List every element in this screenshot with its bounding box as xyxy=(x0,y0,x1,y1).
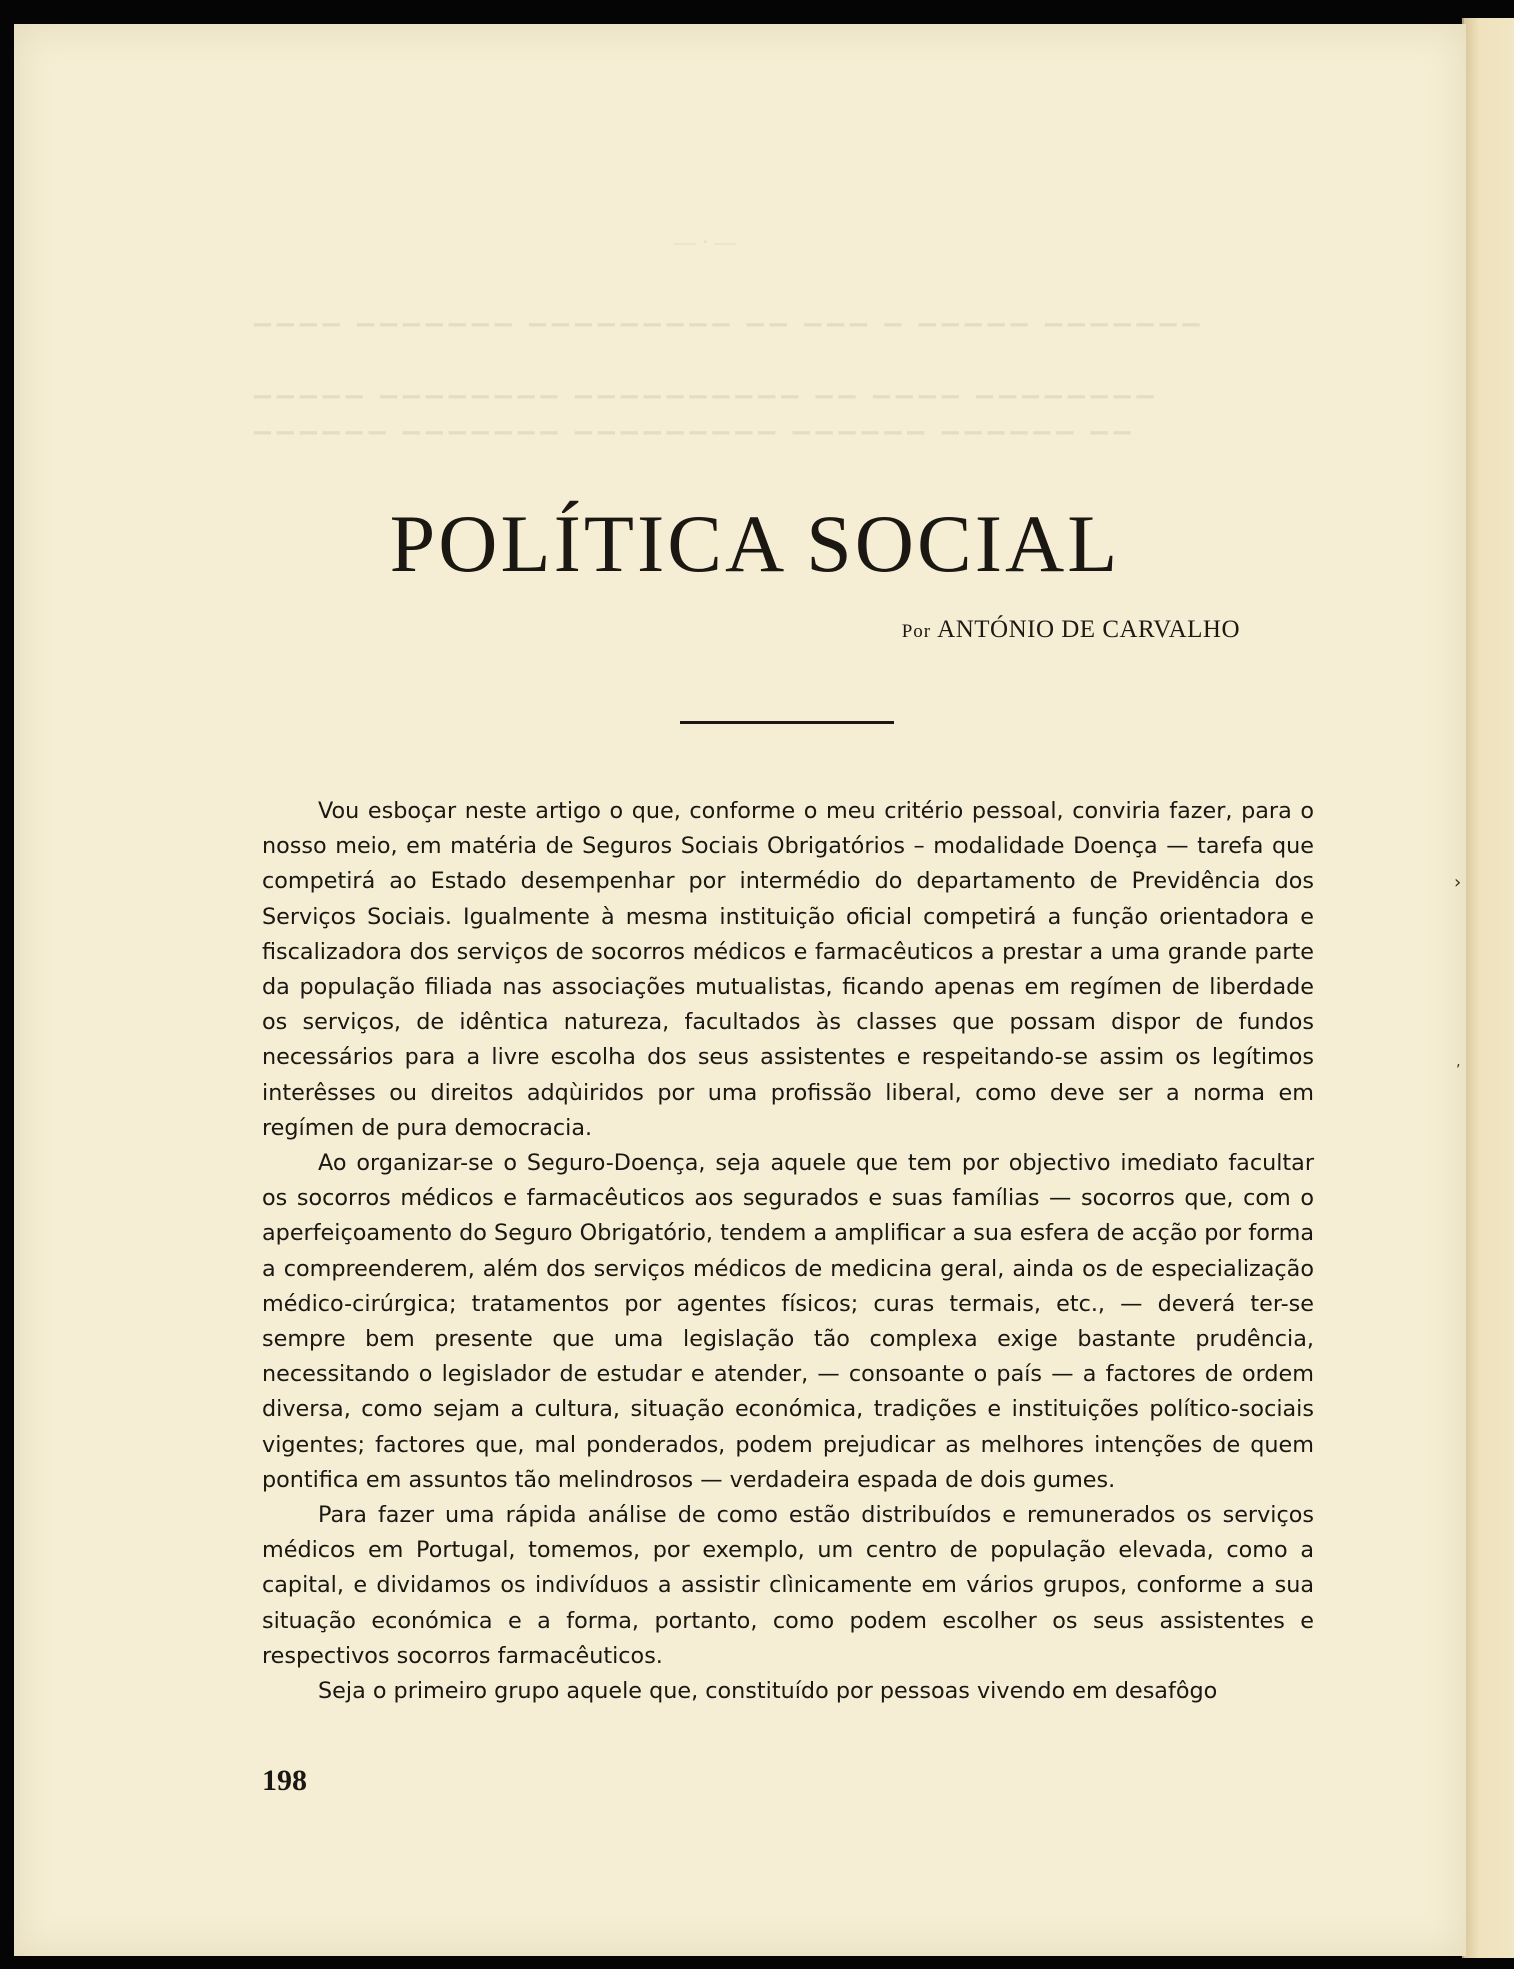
bleed-through-text: — · — ▁▁▁▁ ▁▁▁▁▁▁▁ ▁▁▁▁▁▁▁▁▁ ▁▁ ▁▁▁ ▁ ▁▁▁▁▁ ▁▁▁▁▁▁▁ ▁▁▁▁▁ ▁▁▁▁▁▁▁▁ ▁▁▁▁▁▁▁▁▁▁ ▁▁ ▁▁▁▁ ▁▁▁▁▁▁▁▁ ▁▁▁▁▁▁ ▁▁▁▁▁▁▁ ▁▁▁▁▁▁▁▁▁ ▁▁▁▁▁▁ ▁▁▁▁▁▁ ▁▁ xyxy=(254,229,1206,434)
byline xyxy=(902,616,1240,644)
title-divider xyxy=(680,721,894,724)
paragraph: Para fazer uma rápida análise de como estão distribuídos e remunerados os serviços médicos em Portugal, tomemos, por exemplo, um centro de população elevada, como a capital, e dividamos os indivíduos a assistir clìnicamente em vários grupos, conforme a sua situação económica e a forma, portanto, como podem escolher os seus assistentes e respectivos socorros farmacêuticos. xyxy=(262,1502,1314,1669)
paragraph: Ao organizar-se o Seguro-Doença, seja aquele que tem por objectivo imediato facultar os socorros médicos e farmacêuticos aos segurados e suas famílias — socorros que, com o aperfeiçoamento do Seguro Obrigatório, tendem a amplificar a sua esfera de acção por forma a compreenderem, além dos serviços médicos de medicina geral, ainda os de especialização médico-cirúrgica; tratamentos por agentes físicos; curas termais, etc., — deverá ter-se sempre bem presente que uma legislação tão complexa exige bastante prudência, necessitando o legislador de estudar e atender, — consoante o país — a factores de ordem diversa, como sejam a cultura, situação económica, tradições e instituições político-sociais vigentes; factores que, mal ponderados, podem prejudicar as melhores intenções de quem pontifica em assuntos tão melindrosos — verdadeira espada de dois gumes. xyxy=(262,1150,1314,1493)
margin-mark: › xyxy=(1454,872,1462,893)
byline-prefix: Por xyxy=(901,621,932,642)
article-body xyxy=(262,794,1314,1709)
document-page xyxy=(14,24,1466,1956)
article-title: POLÍTICA SOCIAL xyxy=(389,498,1121,589)
page-number: 198 xyxy=(262,1764,307,1797)
author-name: ANTÓNIO DE CARVALHO xyxy=(937,616,1240,643)
paragraph: Seja o primeiro grupo aquele que, constituído por pessoas vivendo em desafôgo xyxy=(318,1678,1218,1705)
margin-mark: ‚ xyxy=(1456,1054,1461,1070)
paragraph: Vou esboçar neste artigo o que, conforme o meu critério pessoal, conviria fazer, para o nosso meio, em matéria de Seguros Sociais Obrigatórios – modalidade Doença — tarefa que competirá ao Estado desempenhar por intermédio do departamento de Previdência dos Serviços Sociais. Igualmente à mesma instituição oficial competirá a função orientadora e fiscalizadora dos serviços de socorros médicos e farmacêuticos a prestar a uma grande parte da população filiada nas associações mutualistas, ficando apenas em regímen de liberdade os serviços, de idêntica natureza, facultados às classes que possam dispor de fundos necessários para a livre escolha dos seus assistentes e respeitando-se assim os legítimos interêsses ou direitos adqùiridos por uma profissão liberal, como deve ser a norma em regímen de pura democracia. xyxy=(262,798,1314,1141)
adjacent-page-edge xyxy=(1462,18,1514,1958)
